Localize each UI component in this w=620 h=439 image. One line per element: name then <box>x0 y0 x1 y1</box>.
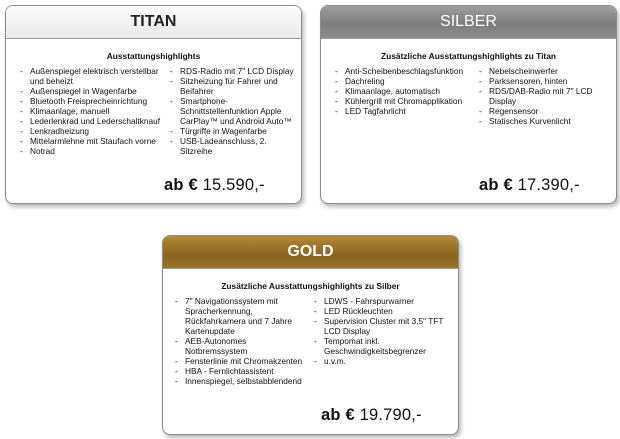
silber-card <box>320 5 617 204</box>
list-item: - Außenspiegel in Wagenfarbe <box>18 86 168 96</box>
price-value: 17.390,- <box>517 176 580 194</box>
list-item: - Kühlergrill mit Chromapplikation <box>333 96 473 106</box>
titan-subtitle: Ausstattungshighlights <box>106 51 201 61</box>
price-value: 19.790,- <box>359 406 422 424</box>
list-item: - Türgriffe in Wagenfarbe <box>168 126 296 136</box>
list-item: - Klimaanlage, automatisch <box>333 86 473 96</box>
titan-left-list <box>6 66 168 156</box>
silber-price <box>479 176 580 195</box>
price-prefix: ab € <box>321 406 355 424</box>
list-item: - Regensensor <box>477 106 605 116</box>
silber-subtitle: Zusätzliche Ausstattungshighlights zu Titan <box>381 51 556 61</box>
list-item: - LED Rückleuchten <box>312 306 452 316</box>
list-item: - RDS-Radio mit 7" LCD Display <box>168 66 296 76</box>
silber-left-list <box>321 66 473 126</box>
list-item: - Tempomat inkl. Geschwindigkeitsbegrenzer <box>312 336 452 356</box>
list-item: - 7" Navigationssystem mit Spracherkennung, Rückfahrkamera und 7 Jahre Kartenupdate <box>173 296 308 336</box>
list-item: - LED Tagfahrlicht <box>333 106 473 116</box>
list-item: - Bluetooth Freisprecheinrichtung <box>18 96 168 106</box>
titan-title: TITAN <box>6 6 301 39</box>
list-item: - Mittelarmlehne mit Staufach vorne <box>18 136 168 146</box>
silber-right-list <box>473 66 605 126</box>
list-item: - Supervision Cluster mit 3,5" TFT LCD Display <box>312 316 452 336</box>
gold-price <box>321 406 422 425</box>
list-item: - Nebelscheinwerfer <box>477 66 605 76</box>
list-item: - Statisches Kurvenlicht <box>477 116 605 126</box>
list-item: - RDS/DAB-Radio mit 7" LCD Display <box>477 86 605 106</box>
titan-card <box>5 5 302 204</box>
gold-left-list <box>163 296 308 386</box>
list-item: - LDWS - Fahrspurwarner <box>312 296 452 306</box>
gold-subtitle: Zusätzliche Ausstattungshighlights zu Silber <box>221 281 400 291</box>
list-item: - u.v.m. <box>312 356 452 366</box>
list-item: - Notrad <box>18 146 168 156</box>
list-item: - Smartphone-Schnittstellenfunktion Apple CarPlay™ und Android Auto™ <box>168 96 296 126</box>
list-item: - AEB-Autonomes Notbremssystem <box>173 336 308 356</box>
titan-right-list <box>168 66 296 156</box>
list-item: - Lenkradheizung <box>18 126 168 136</box>
titan-price <box>164 176 265 195</box>
list-item: - HBA - Fernlichtassistent <box>173 366 308 376</box>
price-prefix: ab € <box>164 176 198 194</box>
price-prefix: ab € <box>479 176 513 194</box>
list-item: - Dachreling <box>333 76 473 86</box>
list-item: - Fensterlinie mit Chromakzenten <box>173 356 308 366</box>
list-item: - Außenspiegel elektrisch verstellbar und beheizt <box>18 66 168 86</box>
silber-title: SILBER <box>321 6 616 39</box>
gold-feature-columns <box>163 296 458 386</box>
gold-right-list <box>308 296 452 386</box>
titan-feature-columns <box>6 66 301 156</box>
silber-feature-columns <box>321 66 616 126</box>
list-item: - Lederlenkrad und Lederschaltknauf <box>18 116 168 126</box>
list-item: - USB-Ladeanschluss, 2. Sitzreihe <box>168 136 296 156</box>
gold-title: GOLD <box>163 236 458 269</box>
price-value: 15.590,- <box>202 176 265 194</box>
list-item: - Innenspiegel, selbstabblendend <box>173 376 308 386</box>
list-item: - Klimaanlage, manuell <box>18 106 168 116</box>
list-item: - Sitzheizung für Fahrer und Beifahrer <box>168 76 296 96</box>
list-item: - Anti-Scheibenbeschlagsfunktion <box>333 66 473 76</box>
list-item: - Parksensoren, hinten <box>477 76 605 86</box>
gold-card <box>162 235 459 435</box>
